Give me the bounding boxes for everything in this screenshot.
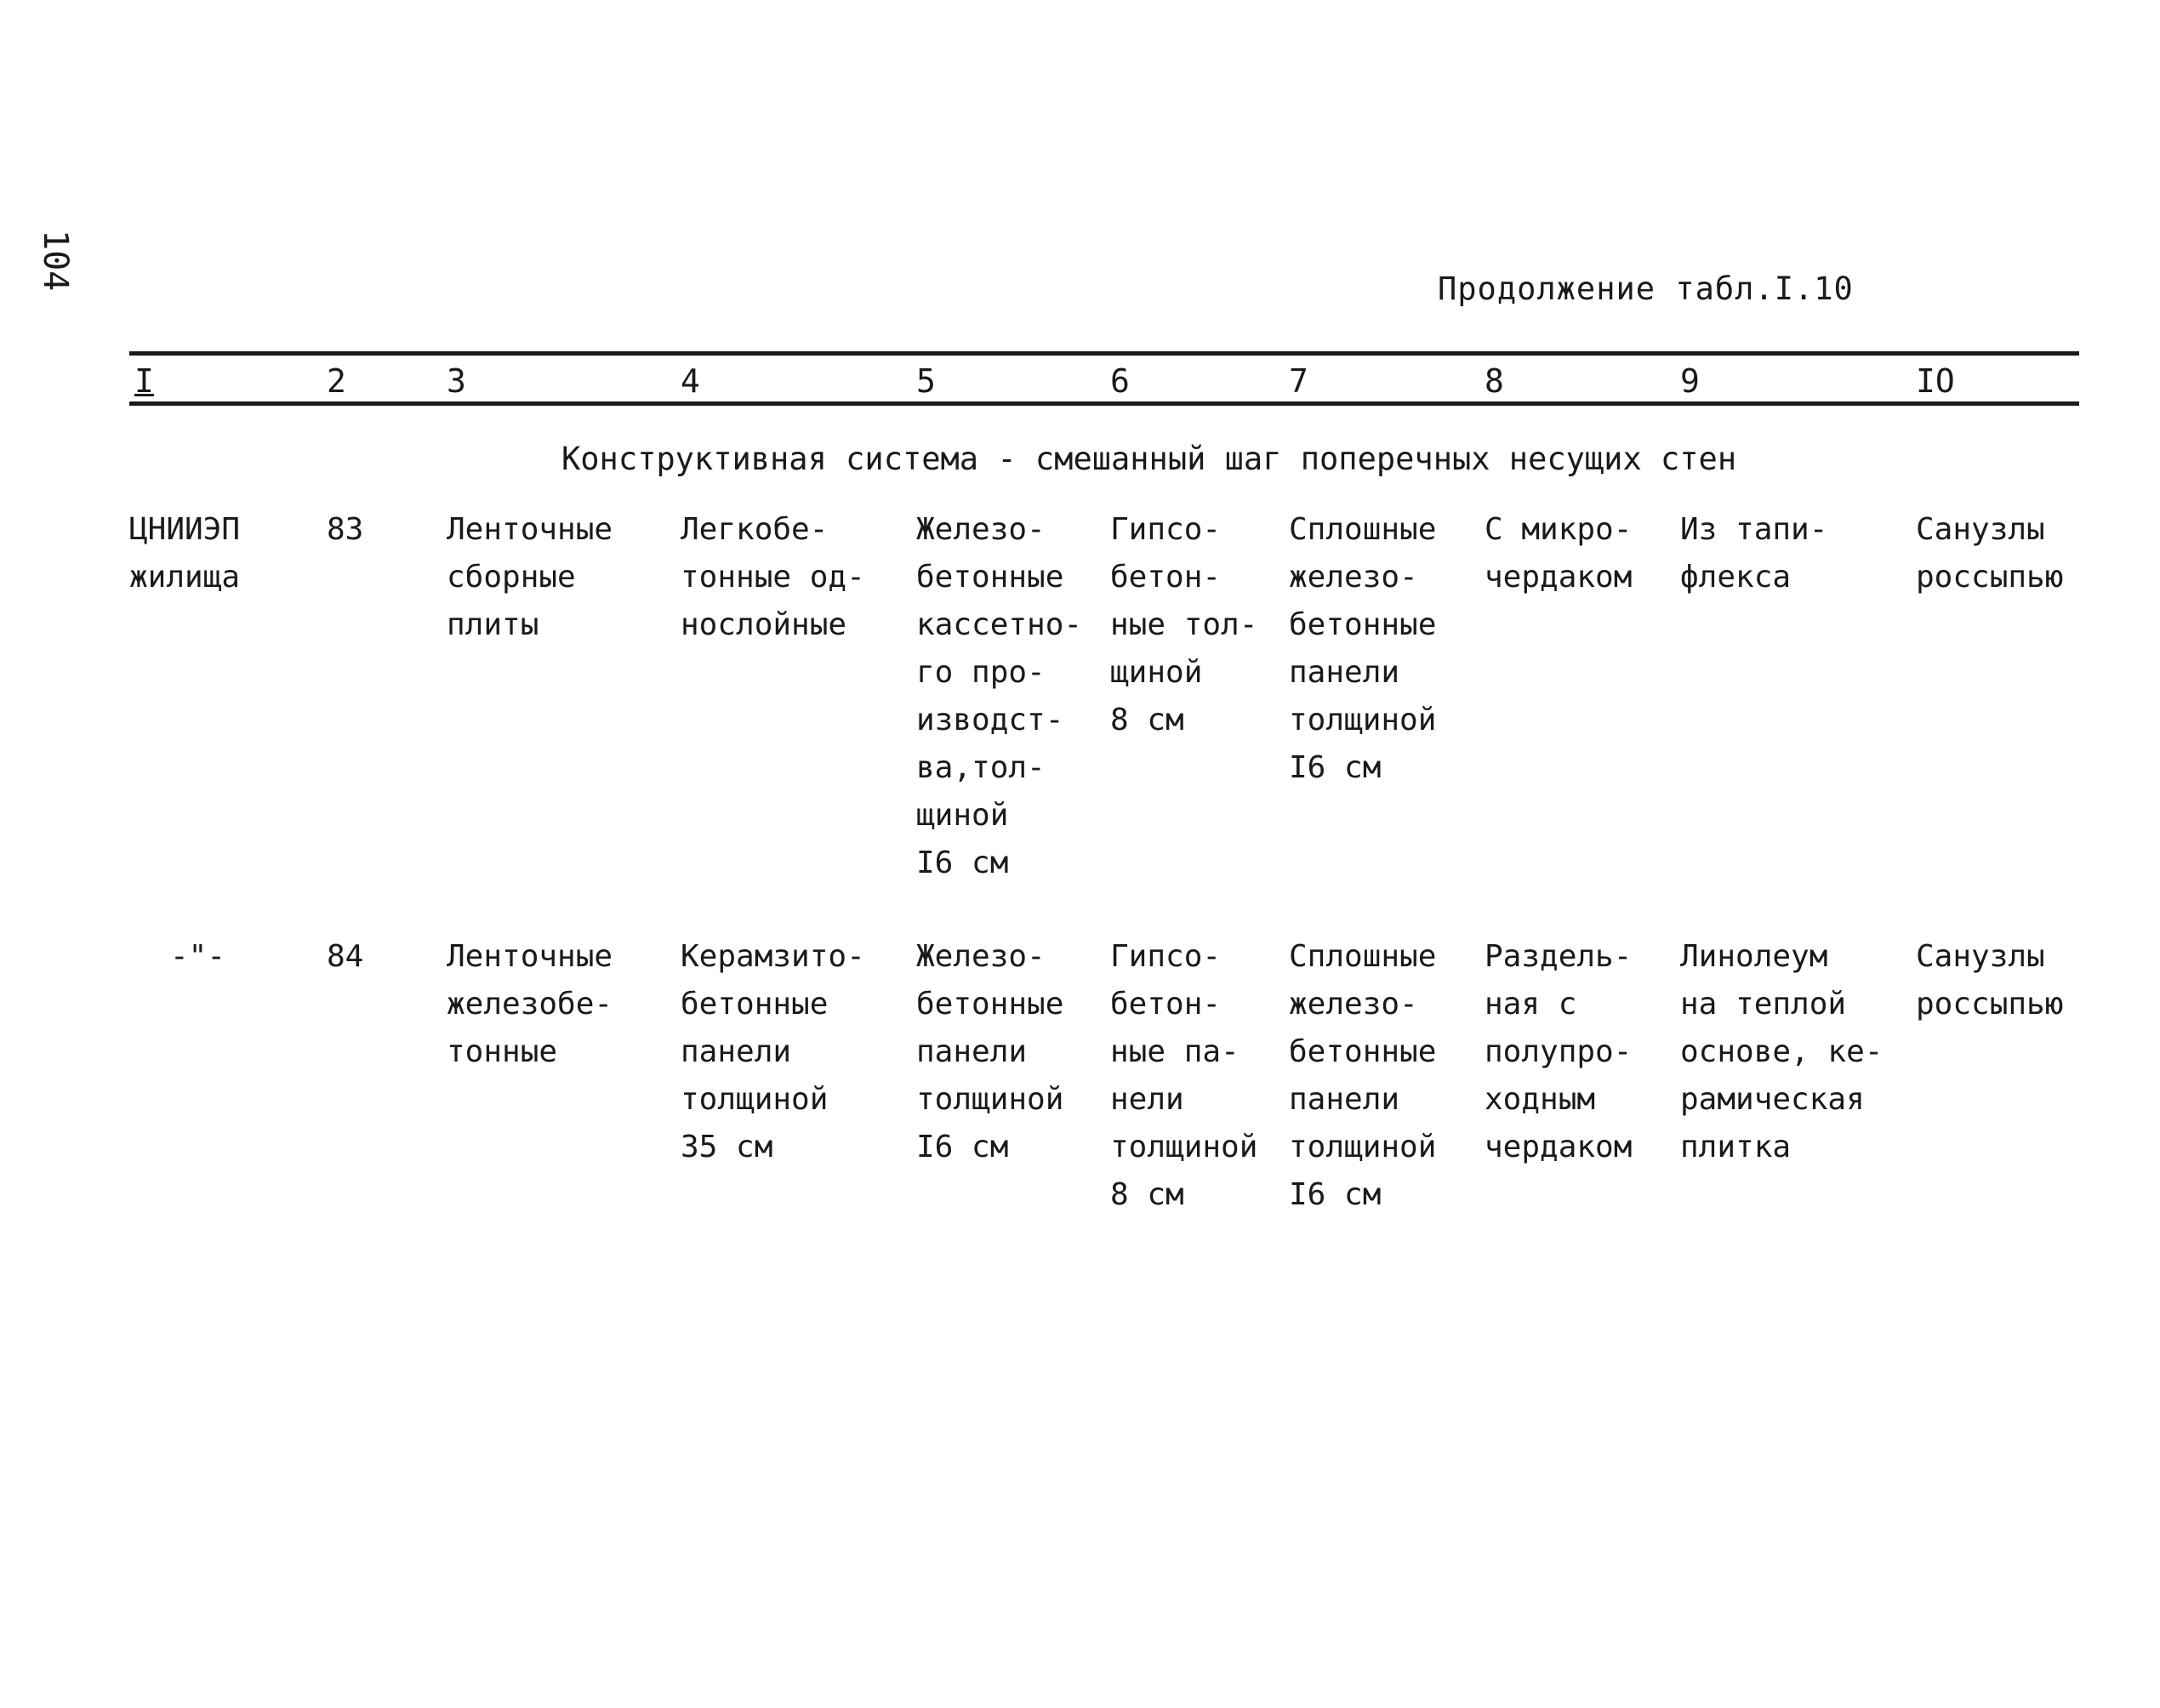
cell-partitions: Гипсо- бетон- ные тол- щиной 8 см <box>1110 512 1258 737</box>
cell-roof: С микро- чердаком <box>1485 512 1633 595</box>
cell-roof: Раздель- ная с полупро- ходным чердаком <box>1485 939 1633 1164</box>
column-header-1: I <box>134 362 154 400</box>
cell-inner-walls: Сплошные железо- бетонные панели толщиной I6 см <box>1289 939 1437 1212</box>
column-header-2: 2 <box>327 362 346 400</box>
column-header-7: 7 <box>1289 362 1308 400</box>
cell-number: 84 <box>327 939 364 974</box>
cell-floor-covering: Из тапи- флекса <box>1680 512 1828 595</box>
cell-floors: Железо- бетонные кассетно- го про- изводст- ва,тол- щиной I6 см <box>916 512 1083 880</box>
cell-foundation: Ленточные сборные плиты <box>447 512 613 642</box>
cell-outer-walls: Керамзито- бетонные панели толщиной 35 см <box>681 939 865 1164</box>
table-header-rule <box>129 401 2079 406</box>
section-title: Конструктивная система - смешанный шаг поперечных несущих стен <box>561 441 1737 477</box>
cell-sanitary: Санузлы россыпью <box>1916 939 2064 1022</box>
column-header-10: IO <box>1916 362 1955 400</box>
cell-floors: Железо- бетонные панели толщиной I6 см <box>916 939 1064 1164</box>
column-header-8: 8 <box>1485 362 1504 400</box>
table-top-rule <box>129 351 2079 356</box>
cell-organization: -"- <box>170 939 226 974</box>
table-header-row <box>0 362 2160 401</box>
column-header-3: 3 <box>447 362 466 400</box>
column-header-6: 6 <box>1110 362 1130 400</box>
column-header-5: 5 <box>916 362 936 400</box>
table-row <box>0 506 2160 880</box>
cell-foundation: Ленточные железобе- тонные <box>447 939 613 1069</box>
cell-outer-walls: Легкобе- тонные од- нослойные <box>681 512 865 642</box>
cell-number: 83 <box>327 512 364 547</box>
cell-floor-covering: Линолеум на теплой основе, ке- рамическая плитка <box>1680 939 1884 1164</box>
page-number: 104 <box>36 230 75 292</box>
column-header-9: 9 <box>1680 362 1700 400</box>
cell-inner-walls: Сплошные железо- бетонные панели толщиной I6 см <box>1289 512 1437 785</box>
cell-partitions: Гипсо- бетон- ные па- нели толщиной 8 см <box>1110 939 1258 1212</box>
table-row <box>0 933 2160 1273</box>
column-header-4: 4 <box>681 362 700 400</box>
cell-sanitary: Санузлы россыпью <box>1916 512 2064 595</box>
continuation-label: Продолжение табл.I.10 <box>1438 270 1854 307</box>
cell-organization: ЦНИИЭП жилища <box>129 512 241 595</box>
